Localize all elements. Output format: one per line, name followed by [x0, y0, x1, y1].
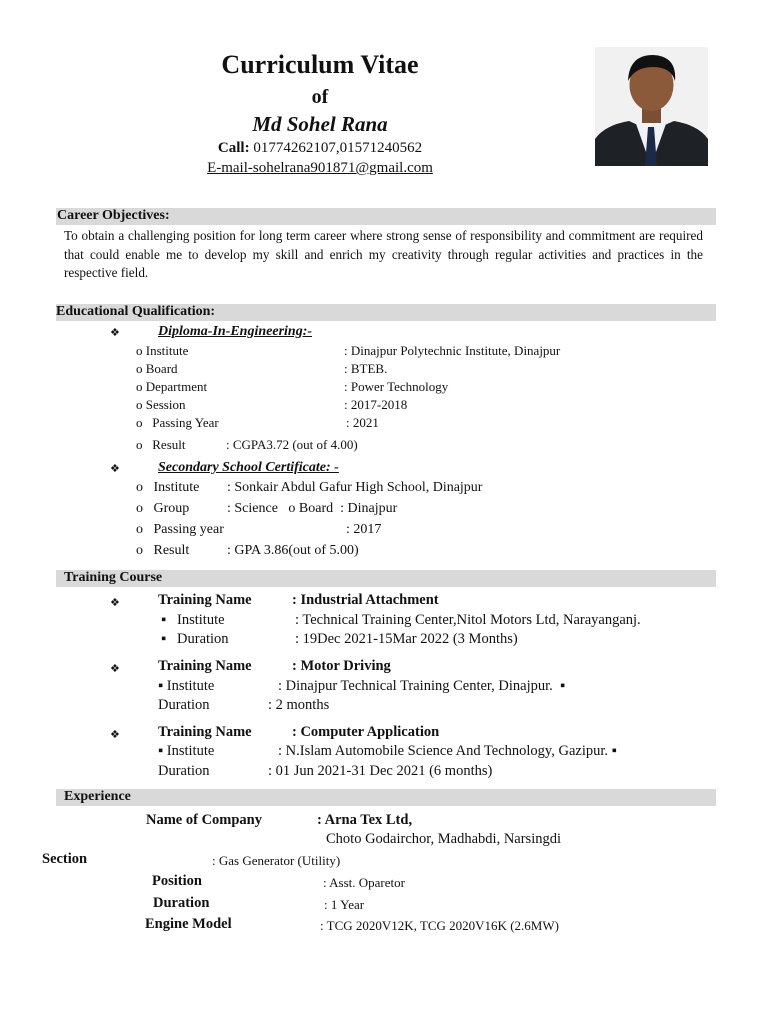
diamond-bullet-icon: ❖: [110, 327, 120, 339]
ssc-title: Secondary School Certificate: -: [158, 460, 339, 475]
training-institute-label: ▪ Institute: [158, 743, 215, 759]
position-label: Position: [152, 873, 202, 889]
diploma-value: : 2017-2018: [344, 397, 408, 412]
training-name-value: : Industrial Attachment: [292, 592, 439, 608]
training-duration-value: : 2 months: [268, 697, 330, 713]
training-duration-label: Duration: [158, 697, 210, 713]
diploma-value: : Dinajpur Polytechnic Institute, Dinajpur: [344, 343, 561, 358]
diploma-label: o Board: [136, 361, 178, 376]
ssc-value: : GPA 3.86(out of 5.00): [227, 543, 359, 558]
profile-photo: [595, 47, 708, 166]
training-heading: Training Course: [64, 570, 163, 585]
diploma-value: : 2021: [346, 415, 379, 430]
ssc-value: : 2017: [346, 522, 382, 537]
training-name-label: Training Name: [158, 592, 252, 608]
training-institute-value: : Technical Training Center,Nitol Motors Ltd, Narayanganj.: [295, 612, 641, 628]
training-name-label: Training Name: [158, 658, 252, 674]
ssc-value: : Science o Board : Dinajpur: [227, 501, 398, 516]
training-name-label: Training Name: [158, 724, 252, 740]
cv-title: Curriculum Vitae: [221, 50, 419, 79]
email-link[interactable]: E-mail-sohelrana901871@gmail.com: [207, 160, 433, 176]
company-value: : Arna Tex Ltd,: [317, 812, 413, 828]
section-label: Section: [42, 851, 88, 867]
engine-model-value: : TCG 2020V12K, TCG 2020V16K (2.6MW): [320, 918, 559, 933]
diploma-value: : CGPA3.72 (out of 4.00): [226, 437, 358, 452]
training-duration-value: : 19Dec 2021-15Mar 2022 (3 Months): [295, 631, 518, 647]
training-institute-label: ▪ Institute: [158, 678, 215, 694]
training-institute-label: ▪ Institute: [161, 612, 225, 628]
career-text: To obtain a challenging position for long term career where strong sense of responsibility and commitment are required that could enable me to develop my skill and enrich my creativity through regular activities and practices in the respective field.: [64, 228, 703, 280]
experience-bar: [56, 789, 716, 806]
profile-photo-illustration: [595, 47, 708, 166]
training-name-value: : Motor Driving: [292, 658, 391, 674]
call-line: [0, 140, 640, 157]
diploma-title: Diploma-In-Engineering:-: [158, 324, 313, 339]
cv-of: of: [311, 86, 329, 108]
ssc-label: o Group: [136, 501, 190, 516]
career-heading: Career Objectives:: [57, 208, 170, 223]
diploma-value: : BTEB.: [344, 361, 388, 376]
ssc-value: : Sonkair Abdul Gafur High School, Dinajpur: [227, 480, 483, 495]
diamond-bullet-icon: ❖: [110, 729, 120, 741]
section-value: : Gas Generator (Utility): [212, 853, 341, 868]
diamond-bullet-icon: ❖: [110, 597, 120, 609]
training-duration-value: : 01 Jun 2021-31 Dec 2021 (6 months): [268, 763, 493, 779]
call-label: Call:: [217, 140, 250, 156]
ssc-label: o Institute: [136, 480, 200, 495]
candidate-name: Md Sohel Rana: [252, 112, 388, 136]
engine-model-label: Engine Model: [145, 916, 232, 932]
call-value: 01774262107,01571240562: [253, 140, 423, 156]
education-heading: Educational Qualification:: [56, 304, 216, 319]
duration-value: : 1 Year: [324, 897, 365, 912]
diploma-value: : Power Technology: [344, 379, 449, 394]
training-duration-label: ▪ Duration: [161, 631, 229, 647]
diamond-bullet-icon: ❖: [110, 463, 120, 475]
training-institute-value: : Dinajpur Technical Training Center, Dinajpur. ▪: [278, 678, 566, 694]
ssc-label: o Result: [136, 543, 190, 558]
position-value: : Asst. Oparetor: [323, 875, 405, 890]
diploma-label: o Institute: [136, 343, 189, 358]
duration-label: Duration: [153, 895, 210, 911]
diploma-label: o Department: [136, 379, 208, 394]
diploma-label: o Session: [136, 397, 186, 412]
company-label: Name of Company: [146, 812, 262, 828]
diploma-label: o Passing Year: [136, 415, 219, 430]
ssc-label: o Passing year: [136, 522, 224, 537]
training-name-value: : Computer Application: [292, 724, 440, 740]
training-institute-value: : N.Islam Automobile Science And Technology, Gazipur. ▪: [278, 743, 617, 759]
diploma-label: o Result: [136, 437, 186, 452]
company-address: Choto Godairchor, Madhabdi, Narsingdi: [326, 831, 562, 847]
experience-heading: Experience: [64, 789, 131, 804]
diamond-bullet-icon: ❖: [110, 663, 120, 675]
training-duration-label: Duration: [158, 763, 210, 779]
